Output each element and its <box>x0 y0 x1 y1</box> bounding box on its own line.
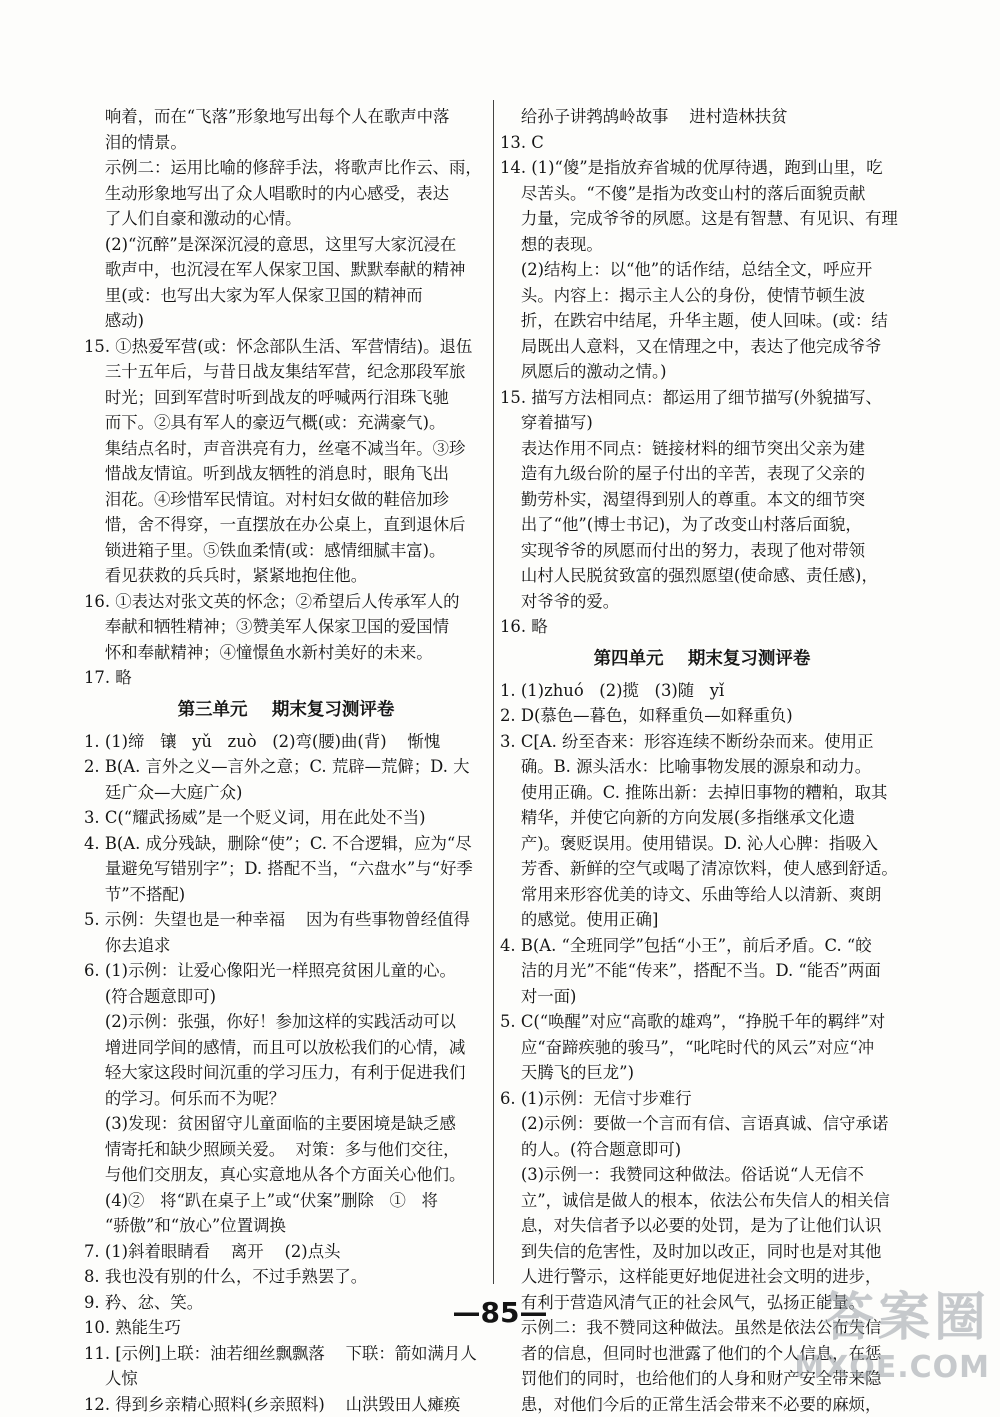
text-line: (2)示例：张强，你好！参加这样的实践活动可以 <box>84 1009 488 1035</box>
text-line: 3. C[A. 纷至杳来：形容连续不断纷杂而来。使用正 <box>500 729 904 755</box>
text-line: 与他们交朋友，真心实意地从各个方面关心他们。 <box>84 1162 488 1188</box>
text-line: 惜，舍不得穿，一直摆放在办公桌上，直到退休后 <box>84 512 488 538</box>
text-line: 13. C <box>500 130 904 156</box>
text-line: 天腾飞的巨龙”) <box>500 1060 904 1086</box>
text-line: 精华，并使它向新的方向发展(多指继承文化遗 <box>500 805 904 831</box>
text-line: 5. 示例：失望也是一种幸福 因为有些事物曾经值得 <box>84 907 488 933</box>
text-line: 了人们自豪和激动的心情。 <box>84 206 488 232</box>
text-line: 出了“他”(博士书记)，为了改变山村落后面貌， <box>500 512 904 538</box>
text-line: 15. ①热爱军营(或：怀念部队生活、军营情结)。退伍 <box>84 334 488 360</box>
text-line: 尽苦头。“不傻”是指为改变山村的落后面貌贡献 <box>500 181 904 207</box>
text-line: 想的表现。 <box>500 232 904 258</box>
text-line: 怀和奉献精神；④憧憬鱼水新村美好的未来。 <box>84 640 488 666</box>
text-line: 17. 略 <box>84 665 488 691</box>
text-line: 10. 熟能生巧 <box>84 1315 488 1341</box>
text-line: 夙愿后的激动之情。) <box>500 359 904 385</box>
left-column <box>84 104 488 1417</box>
text-line: 对爷爷的爱。 <box>500 589 904 615</box>
text-line: 患，对他们今后的正常生活会带来不必要的麻烦， <box>500 1392 904 1417</box>
text-line: (3)发现：贫困留守儿童面临的主要困境是缺乏感 <box>84 1111 488 1137</box>
text-line: 奉献和牺牲精神；③赞美军人保家卫国的爱国情 <box>84 614 488 640</box>
text-line: 歌声中，也沉浸在军人保家卫国、默默奉献的精神 <box>84 257 488 283</box>
text-line: (2)“沉醉”是深深沉浸的意思，这里写大家沉浸在 <box>84 232 488 258</box>
text-line: (3)示例一：我赞同这种做法。俗话说“人无信不 <box>500 1162 904 1188</box>
column-divider <box>493 100 494 1284</box>
watermark-text: 答案圈 <box>770 1288 990 1348</box>
text-line: 4. B(A. 成分残缺，删除“使”；C. 不合逻辑，应为“尽 <box>84 831 488 857</box>
text-line: (4)② 将“趴在桌子上”或“伏案”删除 ① 将 <box>84 1188 488 1214</box>
text-line: 造有九级台阶的屋子付出的辛苦，表现了父亲的 <box>500 461 904 487</box>
text-line: 示例二：我不赞同这种做法。虽然是依法公布失信 <box>500 1315 904 1341</box>
text-line: 的学习。何乐而不为呢？ <box>84 1086 488 1112</box>
text-line: 立”，诚信是做人的根本，依法公布失信人的相关信 <box>500 1188 904 1214</box>
text-line: 生动形象地写出了众人唱歌时的内心感受，表达 <box>84 181 488 207</box>
text-line: 到失信的危害性，及时加以改正，同时也是对其他 <box>500 1239 904 1265</box>
text-line: 2. B(A. 言外之义—言外之意；C. 荒辟—荒僻；D. 大 <box>84 754 488 780</box>
section-heading: 第三单元 期末复习测评卷 <box>84 691 488 729</box>
text-line: 你去追求 <box>84 933 488 959</box>
text-line: 头。内容上：揭示主人公的身份，使情节顿生波 <box>500 283 904 309</box>
text-line: (符合题意即可) <box>84 984 488 1010</box>
text-line: 泪花。④珍惜军民情谊。对村妇女做的鞋倍加珍 <box>84 487 488 513</box>
text-line: 1. (1)zhuó (2)揽 (3)随 yǐ <box>500 678 904 704</box>
text-line: 集结点名时，声音洪亮有力，丝毫不减当年。③珍 <box>84 436 488 462</box>
text-line: 勤劳朴实，渴望得到别人的尊重。本文的细节突 <box>500 487 904 513</box>
text-line: 感动) <box>84 308 488 334</box>
text-line: 息，对失信者予以必要的处罚，是为了让他们认识 <box>500 1213 904 1239</box>
text-line: 的感觉。使用正确] <box>500 907 904 933</box>
text-line: 增进同学间的感情，而且可以放松我们的心情，减 <box>84 1035 488 1061</box>
text-line: 山村人民脱贫致富的强烈愿望(使命感、责任感)， <box>500 563 904 589</box>
text-line: 8. 我也没有别的什么，不过手熟罢了。 <box>84 1264 488 1290</box>
text-line: 常用来形容优美的诗文、乐曲等给人以清新、爽朗 <box>500 882 904 908</box>
text-line: 11. [示例]上联：油若细丝飘飘落 下联：箭如满月人 <box>84 1341 488 1367</box>
text-line: (2)结构上：以“他”的话作结，总结全文，呼应开 <box>500 257 904 283</box>
text-line: 轻大家这段时间沉重的学习压力，有利于促进我们 <box>84 1060 488 1086</box>
page-number: —85— <box>0 1296 1000 1329</box>
text-line: 节”不搭配) <box>84 882 488 908</box>
text-line: 而下。②具有军人的豪迈气概(或：充满豪气)。 <box>84 410 488 436</box>
text-line: 时光；回到军营时听到战友的呼喊两行泪珠飞驰 <box>84 385 488 411</box>
text-line: 产)。褒贬误用。使用错误。D. 沁人心脾：指吸入 <box>500 831 904 857</box>
text-line: 6. (1)示例：无信寸步难行 <box>500 1086 904 1112</box>
text-line: 15. 描写方法相同点：都运用了细节描写(外貌描写、 <box>500 385 904 411</box>
text-line: 示例二：运用比喻的修辞手法，将歌声比作云、雨， <box>84 155 488 181</box>
text-line: 16. ①表达对张文英的怀念；②希望后人传承军人的 <box>84 589 488 615</box>
text-line: 5. C(“唤醒”对应“高歌的雄鸡”，“挣脱千年的羁绊”对 <box>500 1009 904 1035</box>
text-line: 局既出人意料，又在情理之中，表达了他完成爷爷 <box>500 334 904 360</box>
text-line: 情寄托和缺少照顾关爱。 对策：多与他们交往， <box>84 1137 488 1163</box>
text-line: (2)示例：要做一个言而有信、言语真诚、信守承诺 <box>500 1111 904 1137</box>
text-line: 惜战友情谊。听到战友牺牲的消息时，眼角飞出 <box>84 461 488 487</box>
text-line: 力量，完成爷爷的夙愿。这是有智慧、有见识、有理 <box>500 206 904 232</box>
text-line: 16. 略 <box>500 614 904 640</box>
text-line: 1. (1)缔 镶 yǔ zuò (2)弯(腰)曲(背) 惭愧 <box>84 729 488 755</box>
text-line: 实现爷爷的夙愿而付出的努力，表现了他对带领 <box>500 538 904 564</box>
text-line: 量避免写错别字”；D. 搭配不当，“六盘水”与“好季 <box>84 856 488 882</box>
text-line: 穿着描写) <box>500 410 904 436</box>
text-line: 7. (1)斜着眼睛看 离开 (2)点头 <box>84 1239 488 1265</box>
text-line: 确。B. 源头活水：比喻事物发展的源泉和动力。 <box>500 754 904 780</box>
text-line: 芳香、新鲜的空气或喝了清凉饮料，使人感到舒适。 <box>500 856 904 882</box>
text-line: 使用正确。C. 推陈出新：去掉旧事物的糟粕，取其 <box>500 780 904 806</box>
text-line: “骄傲”和“放心”位置调换 <box>84 1213 488 1239</box>
text-line: 洁的月光”不能“传来”，搭配不当。D. “能否”两面 <box>500 958 904 984</box>
text-line: 响着，而在“飞落”形象地写出每个人在歌声中落 <box>84 104 488 130</box>
text-line: 4. B(A. “全班同学”包括“小王”，前后矛盾。C. “皎 <box>500 933 904 959</box>
text-line: 2. D(慕色—暮色，如释重负—如释重负) <box>500 703 904 729</box>
text-line: 对一面) <box>500 984 904 1010</box>
section-heading: 第四单元 期末复习测评卷 <box>500 640 904 678</box>
text-line: 折，在跌宕中结尾，升华主题，使人回味。(或：结 <box>500 308 904 334</box>
text-line: 6. (1)示例：让爱心像阳光一样照亮贫困儿童的心。 <box>84 958 488 984</box>
text-line: 12. 得到乡亲精心照料(乡亲照料) 山洪毁田人瘫痪 <box>84 1392 488 1417</box>
text-line: 给孙子讲鹁鸪岭故事 进村造林扶贫 <box>500 104 904 130</box>
text-line: 罚他们的同时，也给他们的人身和财产安全带来隐 <box>500 1366 904 1392</box>
text-line: 看见获救的兵兵时，紧紧地抱住他。 <box>84 563 488 589</box>
text-line: 应“奋蹄疾驰的骏马”，“叱咤时代的风云”对应“冲 <box>500 1035 904 1061</box>
text-line: 廷广众—大庭广众) <box>84 780 488 806</box>
text-line: 9. 矜、忿、笑。 <box>84 1290 488 1316</box>
right-column <box>500 104 904 1417</box>
text-line: 锁进箱子里。⑤铁血柔情(或：感情细腻丰富)。 <box>84 538 488 564</box>
text-line: 里(或：也写出大家为军人保家卫国的精神而 <box>84 283 488 309</box>
text-line: 人惊 <box>84 1366 488 1392</box>
text-line: 三十五年后，与昔日战友集结军营，纪念那段军旅 <box>84 359 488 385</box>
text-line: 14. (1)“傻”是指放弃省城的优厚待遇，跑到山里，吃 <box>500 155 904 181</box>
text-line: 人进行警示，这样能更好地促进社会文明的进步， <box>500 1264 904 1290</box>
watermark-logo <box>770 1288 990 1406</box>
watermark-url: MXQE.COM <box>770 1348 990 1388</box>
text-line: 泪的情景。 <box>84 130 488 156</box>
text-line: 者的信息，但同时也泄露了他们的个人信息，在惩 <box>500 1341 904 1367</box>
text-line: 有利于营造风清气正的社会风气，弘扬正能量。 <box>500 1290 904 1316</box>
text-line: 3. C(“耀武扬威”是一个贬义词，用在此处不当) <box>84 805 488 831</box>
text-line: 的人。(符合题意即可) <box>500 1137 904 1163</box>
text-line: 表达作用不同点：链接材料的细节突出父亲为建 <box>500 436 904 462</box>
